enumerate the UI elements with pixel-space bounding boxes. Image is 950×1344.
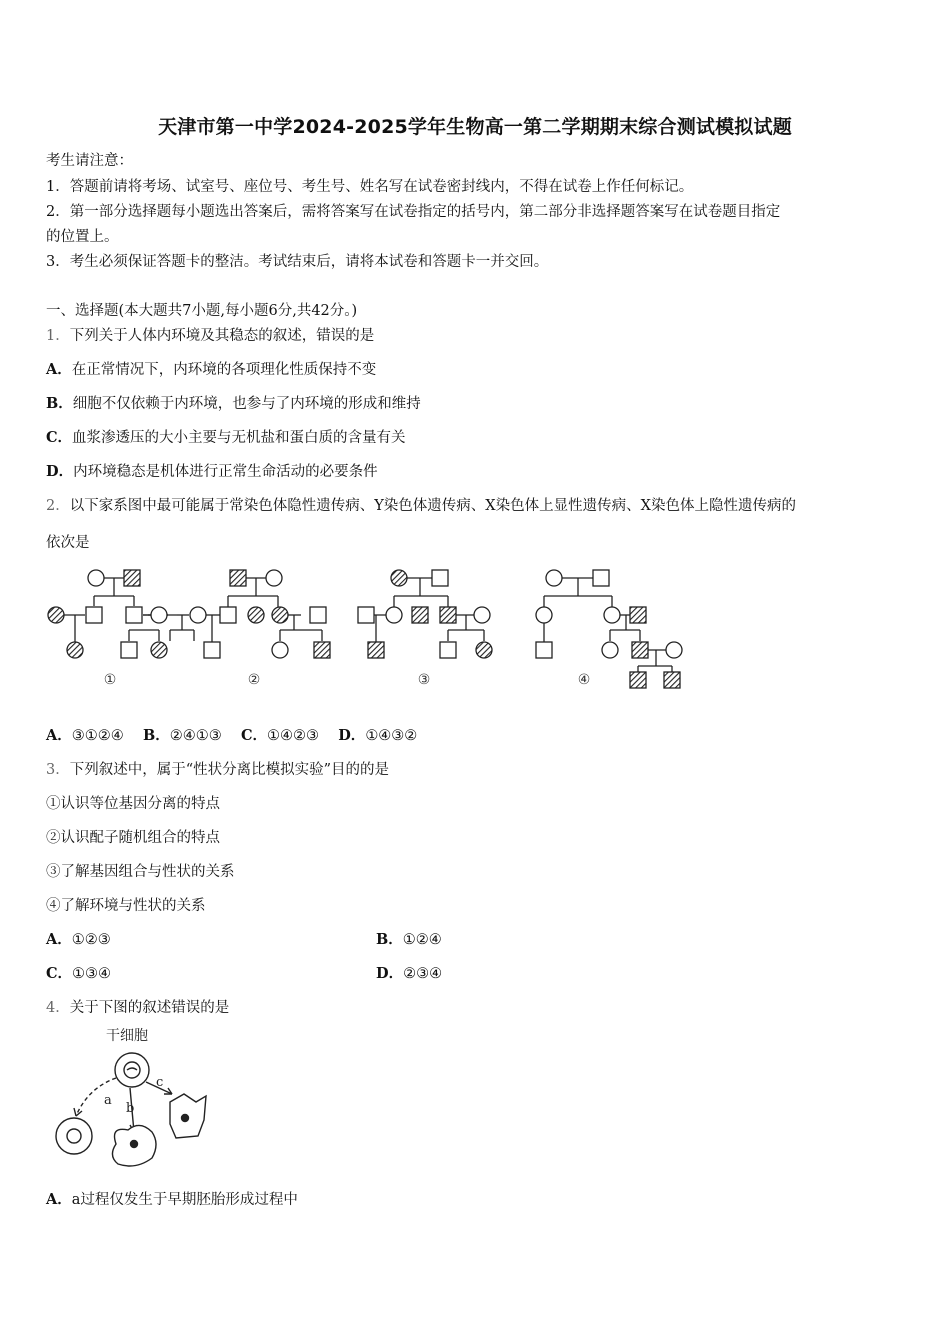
q1-option-d xyxy=(46,462,378,482)
option-text: ②④①③ xyxy=(169,728,222,744)
option-label: A． xyxy=(46,361,72,378)
question-2 xyxy=(46,496,796,516)
statement: ①认识等位基因分离的特点 xyxy=(46,796,220,812)
q1-option-c xyxy=(46,428,406,448)
question-stem: 下列叙述中，属于“性状分离比模拟实验”目的的是 xyxy=(69,762,390,778)
option-label: A． xyxy=(46,1191,72,1208)
pedigree-label: ④ xyxy=(577,672,591,688)
q3-option-c xyxy=(46,964,111,984)
notice-item: 2．第一部分选择题每小题选出答案后，需将答案写在试卷指定的括号内，第二部分非选择题答案写在试卷题目指定 xyxy=(46,204,781,220)
option-text: ①④②③ xyxy=(267,728,320,744)
option-text: ①④③② xyxy=(365,728,418,744)
option-text: 在正常情况下，内环境的各项理化性质保持不变 xyxy=(71,362,377,378)
option-text: ①②③ xyxy=(71,932,111,948)
notice-item: 3．考生必须保证答题卡的整洁。考试结束后，请将本试卷和答题卡一并交回。 xyxy=(46,254,549,270)
pedigree-figure xyxy=(44,566,684,696)
option-label: A． xyxy=(46,727,72,744)
arrow-label: c xyxy=(156,1075,164,1090)
option-text: 内环境稳态是机体进行正常生命活动的必要条件 xyxy=(73,464,378,480)
option-label: B． xyxy=(376,931,403,948)
pedigree-1 xyxy=(48,570,194,658)
stem-cell-figure xyxy=(46,1024,226,1176)
statement: ③了解基因组合与性状的关系 xyxy=(46,864,235,880)
option-label: B． xyxy=(46,395,73,412)
q4-option-a xyxy=(46,1190,298,1210)
pedigree-label: ③ xyxy=(417,672,431,688)
statement: ④了解环境与性状的关系 xyxy=(46,898,206,914)
option-label: D． xyxy=(376,965,404,982)
question-1 xyxy=(46,326,374,346)
notice-heading: 考生请注意： xyxy=(46,153,133,169)
option-text: ①③④ xyxy=(72,966,112,982)
question-number: 1． xyxy=(46,328,70,344)
statement: ②认识配子随机组合的特点 xyxy=(46,830,220,846)
option-text: ①②④ xyxy=(402,932,442,948)
pedigree-3 xyxy=(358,570,492,658)
question-number: 2． xyxy=(46,498,70,514)
pedigree-4 xyxy=(536,570,682,688)
section-heading: 一、选择题(本大题共7小题,每小题6分,共42分。) xyxy=(46,303,358,319)
question-stem: 关于下图的叙述错误的是 xyxy=(69,1000,230,1016)
option-label: D． xyxy=(46,463,74,480)
question-number: 4． xyxy=(46,1000,70,1016)
option-text: ②③④ xyxy=(403,966,443,982)
notice-item: 1．答题前请将考场、试室号、座位号、考生号、姓名写在试卷密封线内，不得在试卷上作任何标记。 xyxy=(46,179,694,195)
question-3 xyxy=(46,760,389,780)
option-label: C． xyxy=(46,429,73,446)
option-text: a过程仅发生于早期胚胎形成过程中 xyxy=(71,1192,298,1208)
q3-option-b xyxy=(376,930,442,950)
question-4 xyxy=(46,998,229,1018)
question-stem: 以下家系图中最可能属于常染色体隐性遗传病、Y染色体遗传病、X染色体上显性遗传病、X染色体上隐性遗传病的 xyxy=(69,498,796,514)
q3-option-a xyxy=(46,930,111,950)
arrow-label: b xyxy=(126,1101,135,1116)
option-text: ③①②④ xyxy=(71,728,124,744)
option-text: 血浆渗透压的大小主要与无机盐和蛋白质的含量有关 xyxy=(72,430,406,446)
q3-option-d xyxy=(376,964,442,984)
notice-item: 的位置上。 xyxy=(46,229,119,245)
q2-options xyxy=(46,726,417,746)
option-label: C． xyxy=(240,727,268,744)
option-label: A． xyxy=(46,931,72,948)
pedigree-label: ① xyxy=(103,672,117,688)
question-stem: 下列关于人体内环境及其稳态的叙述，错误的是 xyxy=(69,328,375,344)
q1-option-b xyxy=(46,394,421,414)
q1-option-a xyxy=(46,360,376,380)
option-label: D． xyxy=(338,727,366,744)
question-number: 3． xyxy=(46,762,70,778)
option-text: 细胞不仅依赖于内环境，也参与了内环境的形成和维持 xyxy=(72,396,421,412)
question-stem-continued: 依次是 xyxy=(46,535,90,551)
pedigree-label: ② xyxy=(247,672,261,688)
pedigree-2 xyxy=(190,570,330,658)
figure-title: 干细胞 xyxy=(106,1028,148,1044)
option-label: C． xyxy=(46,965,73,982)
option-label: B． xyxy=(142,727,170,744)
arrow-label: a xyxy=(104,1093,112,1108)
page-title: 天津市第一中学2024-2025学年生物高一第二学期期末综合测试模拟试题 xyxy=(158,116,792,138)
